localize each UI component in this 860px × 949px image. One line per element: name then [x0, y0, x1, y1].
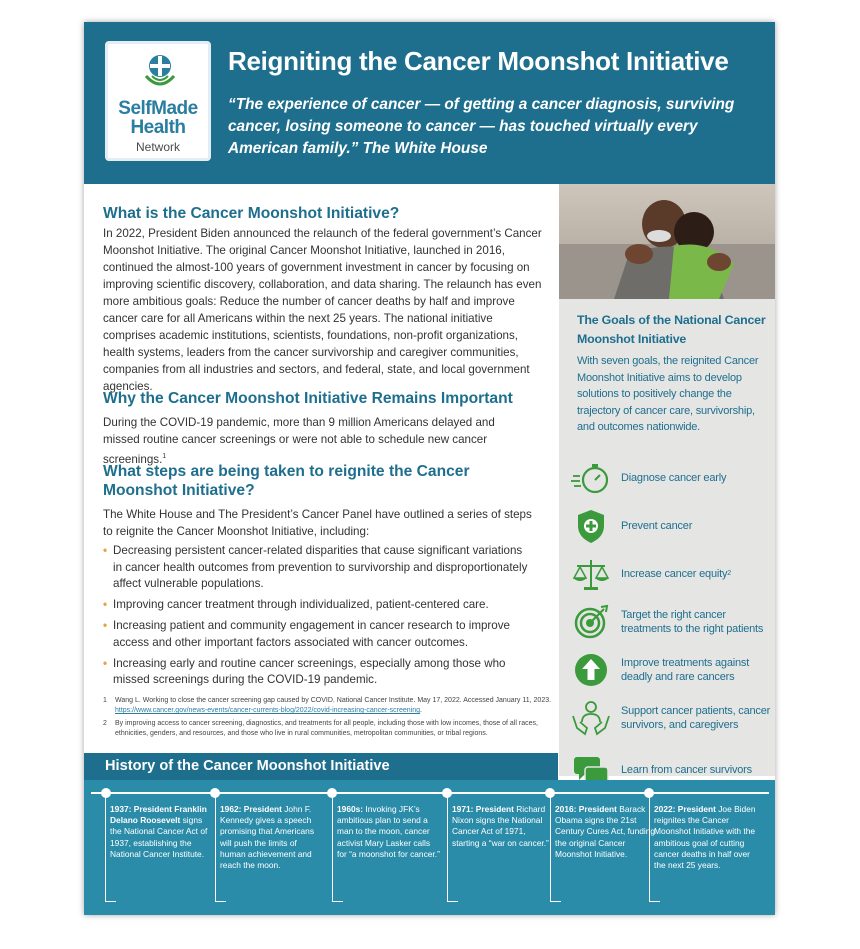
- timeline-bracket: [216, 901, 226, 903]
- goal-label: Improve treatments against deadly and rare cancers: [621, 656, 750, 683]
- timeline-body: John F. Kennedy gives a speech promising that Americans will push the limits of human achievement and reach the moon.: [220, 804, 315, 871]
- goal-label: [621, 554, 771, 594]
- why-text: During the COVID-19 pandemic, more than 9 million Americans delayed and missed routine cancer screenings or were not able to schedule new cancer screenings.: [103, 416, 495, 466]
- goal-item: [571, 506, 771, 546]
- bullet-marker: •: [103, 544, 108, 557]
- timeline-item: [215, 792, 323, 902]
- timeline-text: [110, 804, 213, 860]
- goal-label: Target the right cancer treatments to the right patients: [621, 608, 764, 635]
- list-item-text: Decreasing persistent cancer-related disparities that cause significant variations in cancer health outcomes from prevention to survivorship and disproportionately affect vulnerable populations.: [113, 544, 528, 590]
- timeline-text: [654, 804, 757, 871]
- goal-item: [571, 554, 771, 594]
- goal-item: [571, 650, 771, 690]
- bullet-marker: •: [103, 656, 108, 670]
- timeline-body: Richard Nixon signs the National Cancer Act of 1971, starting a “war on cancer.”: [452, 804, 549, 848]
- shield-plus-icon: [571, 506, 611, 546]
- list-item-text: Improving cancer treatment through individualized, patient-centered care.: [113, 598, 489, 611]
- footnote-text: Wang L. Working to close the cancer screening gap caused by COVID. National Cancer Institute. May 17, 2022. Accessed January 11, 2023.: [115, 697, 552, 704]
- page-title: Reigniting the Cancer Moonshot Initiative: [228, 46, 729, 76]
- timeline-bracket: [106, 901, 116, 903]
- timeline-heading: 2016: President: [555, 804, 617, 814]
- header-quote: “The experience of cancer — of getting a cancer diagnosis, surviving cancer, losing someone to cancer — has touched virtually every American family.” The White House: [228, 96, 735, 157]
- timeline-bracket: [448, 901, 458, 903]
- section-title-why: Why the Cancer Moonshot Initiative Remains Important: [103, 390, 513, 407]
- timeline-heading: 2022: President: [654, 804, 716, 814]
- goals-sidebar: [559, 184, 775, 776]
- target-icon: [571, 602, 611, 642]
- footnote-ref-1: 1: [162, 453, 167, 460]
- goal-item: [571, 602, 771, 642]
- list-item: [103, 656, 533, 689]
- header-banner: [84, 22, 775, 184]
- footnote-1: [103, 696, 553, 716]
- footnote-ref-2: 2: [727, 569, 731, 577]
- timeline-text: [337, 804, 440, 860]
- timeline-item: [649, 792, 757, 902]
- section-title-what: What is the Cancer Moonshot Initiative?: [103, 205, 400, 222]
- timeline-heading: 1937: President Franklin Delano Roosevelt: [110, 804, 207, 826]
- goal-label: Learn from cancer survivors: [621, 763, 752, 776]
- stopwatch-icon: [571, 458, 611, 498]
- section-title-steps: What steps are being taken to reignite the Cancer Moonshot Initiative?: [103, 463, 470, 499]
- timeline-item: [447, 792, 555, 902]
- timeline-bracket: [551, 901, 561, 903]
- footnote-number: 1: [103, 697, 107, 704]
- section-body-what: In 2022, President Biden announced the relaunch of the federal government’s Cancer Moonshot Initiative. The original Cancer Moonshot Initiative, launched in 2016, continued the almost-100 years of government investment in cancer by focusing on improving scientific discovery, collaboration, and data sharing. The relaunch has even more ambitious goals: Reduce the number of cancer deaths by half and improve cancer care for all Americans within the next 25 years. The national initiative comprises academic institutions, scientists, foundations, non-profit organizations, health systems, leaders from the cancer survivorship and caregiver communities, companies from all industries and sectors, and federal, state, and local government agencies.: [103, 227, 542, 393]
- goal-item: [571, 698, 771, 738]
- goals-intro: With seven goals, the reignited Cancer Moonshot Initiative aims to develop solutions to positively change the trajectory of cancer care, survivorship, and outcomes nationwide.: [577, 355, 759, 433]
- history-title: History of the Cancer Moonshot Initiative: [105, 758, 390, 774]
- list-item: [103, 618, 533, 651]
- hands-person-icon: [571, 698, 611, 738]
- footnote-text: By improving access to cancer screening, diagnostics, and treatments for all people, including those with low incomes, those of all races, ethnicities, genders, and resources, and those who live in rural communities, metropolitan communities, or tribal regions.: [115, 720, 538, 737]
- list-item: [103, 543, 533, 593]
- footnote-2: [103, 719, 553, 739]
- goal-label: Support cancer patients, cancer survivors, and caregivers: [621, 704, 771, 731]
- timeline-text: [220, 804, 323, 871]
- section-body-why: [103, 414, 533, 468]
- timeline-item: [105, 792, 213, 902]
- goal-label: Diagnose cancer early: [621, 471, 727, 484]
- footnote-number: 2: [103, 720, 107, 727]
- timeline-item: [550, 792, 658, 902]
- goals-title: The Goals of the National Cancer Moonshot Initiative: [577, 313, 766, 346]
- timeline-heading: 1971: President: [452, 804, 514, 814]
- logo-text-selfmade: SelfMade: [118, 98, 198, 119]
- timeline-text: [452, 804, 555, 849]
- footnotes: [103, 696, 553, 742]
- list-item-text: Increasing early and routine cancer screenings, especially among those who missed screenings during the COVID-19 pandemic.: [113, 656, 506, 686]
- goal-label-text: Increase cancer equity: [621, 567, 728, 580]
- bullet-marker: •: [103, 598, 108, 611]
- timeline-body: Joe Biden reignites the Cancer Moonshot Initiative with the ambitious goal of cutting cancer deaths in half over the next 25 years.: [654, 804, 756, 871]
- logo: [105, 41, 211, 161]
- logo-mark-icon: [142, 54, 178, 94]
- timeline-heading: 1962: President: [220, 804, 282, 814]
- timeline-heading: 1960s:: [337, 804, 364, 814]
- logo-text-network: Network: [135, 140, 180, 154]
- goal-label: Prevent cancer: [621, 519, 693, 532]
- scales-icon: [571, 554, 611, 594]
- timeline-bracket: [333, 901, 343, 903]
- goal-item: [571, 458, 771, 498]
- timeline-bracket: [650, 901, 660, 903]
- timeline-body: Barack Obama signs the 21st Century Cures Act, funding the original Cancer Moonshot Initiative.: [555, 804, 656, 859]
- timeline-body: Invoking JFK’s ambitious plan to send a man to the moon, cancer activist Mary Lasker calls for “a moonshot for cancer.”: [337, 804, 440, 859]
- timeline-text: [555, 804, 658, 860]
- timeline-item: [332, 792, 440, 902]
- timeline-body: signs the National Cancer Act of 1937, establishing the National Cancer Institute.: [110, 815, 208, 859]
- arrow-up-circle-icon: [571, 650, 611, 690]
- steps-list: [103, 543, 533, 693]
- list-item: [103, 597, 533, 614]
- bullet-marker: •: [103, 619, 108, 632]
- logo-text-health: Health: [130, 117, 186, 138]
- section-body-steps: The White House and The President’s Cancer Panel have outlined a series of steps to reignite the Cancer Moonshot Initiative, including:: [103, 508, 532, 538]
- family-hug-photo: [559, 184, 775, 299]
- footnote-link[interactable]: https://www.cancer.gov/news-events/cancer-currents-blog/2022/covid-increasing-cancer-screening: [115, 707, 421, 714]
- list-item-text: Increasing patient and community engagement in cancer research to improve access and other important factors associated with cancer outcomes.: [113, 619, 510, 649]
- history-timeline: [84, 780, 775, 915]
- footnote-end: .: [420, 707, 422, 714]
- fact-sheet-page: [84, 22, 775, 915]
